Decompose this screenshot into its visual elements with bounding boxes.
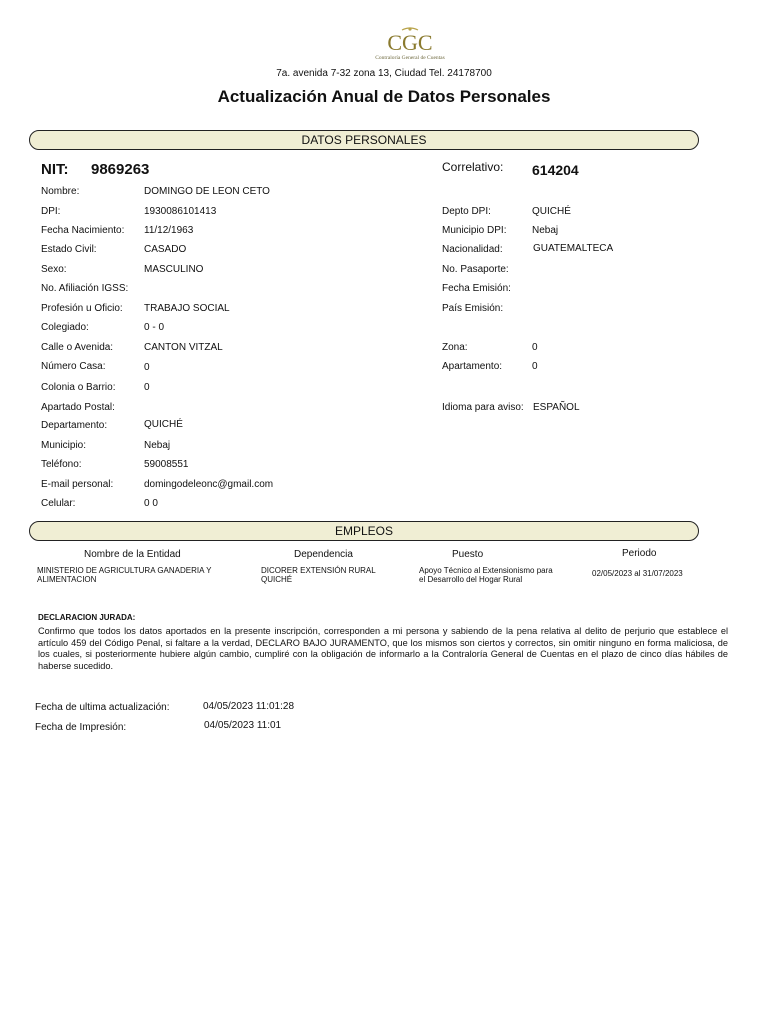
col-header-periodo: Periodo (622, 548, 657, 559)
section-datos-personales (29, 130, 699, 150)
cgc-logo (366, 26, 454, 66)
field-value: 0 0 (144, 498, 158, 509)
field-label: Depto DPI: (442, 206, 491, 217)
field-label: Nombre: (41, 186, 80, 197)
cell-entidad: MINISTERIO DE AGRICULTURA GANADERIA Y ALIMENTACION (37, 566, 212, 584)
section-title: DATOS PERSONALES (301, 133, 427, 147)
page-title: Actualización Anual de Datos Personales (217, 87, 551, 106)
field-label: Fecha Nacimiento: (41, 225, 125, 236)
field-label: Idioma para aviso: (442, 402, 524, 413)
field-label: Apartado Postal: (41, 402, 115, 413)
col-header-dependencia: Dependencia (294, 549, 353, 560)
section-empleos (29, 521, 699, 541)
field-label: Fecha Emisión: (442, 283, 511, 294)
field-value: 0 (144, 382, 150, 393)
logo-text: CGC (387, 30, 433, 55)
cell-dependencia: DICORER EXTENSIÓN RURAL QUICHÉ (261, 566, 376, 584)
field-value: ESPAÑOL (533, 402, 580, 413)
field-value: CASADO (144, 244, 187, 255)
field-label: Estado Civil: (41, 244, 97, 255)
correlativo-value: 614204 (532, 162, 579, 178)
field-label: Calle o Avenida: (41, 342, 114, 353)
field-value: QUICHÉ (532, 206, 571, 217)
field-label: Municipio: (41, 440, 87, 451)
field-label: Departamento: (41, 420, 108, 431)
field-value: CANTON VITZAL (144, 342, 223, 353)
section-title: EMPLEOS (334, 524, 394, 538)
col-header-entidad: Nombre de la Entidad (84, 549, 181, 560)
field-value: TRABAJO SOCIAL (144, 303, 230, 314)
cell-periodo: 02/05/2023 al 31/07/2023 (592, 569, 683, 578)
col-header-puesto: Puesto (452, 549, 484, 560)
field-label: Colegiado: (41, 322, 89, 333)
field-value: 1930086101413 (144, 206, 217, 217)
address: 7a. avenida 7-32 zona 13, Ciudad Tel. 24178700 (276, 68, 492, 79)
field-value: Nebaj (144, 440, 171, 451)
cell-puesto: Apoyo Técnico al Extensionismo para el Desarrollo del Hogar Rural (419, 566, 553, 584)
field-label: No. Afiliación IGSS: (41, 283, 129, 294)
field-value: 0 (532, 342, 538, 353)
field-value: 0 (144, 362, 150, 373)
field-label: Profesión u Oficio: (41, 303, 123, 314)
field-label: Número Casa: (41, 361, 106, 372)
field-label: Teléfono: (41, 459, 82, 470)
field-value: Nebaj (532, 225, 559, 236)
fecha-impresion-label: Fecha de Impresión: (35, 722, 127, 733)
field-value: 11/12/1963 (144, 225, 194, 236)
declaracion-text: Confirmo que todos los datos aportados en la presente inscripción, corresponden a mi persona y sabiendo de la pena relativa al delito de perjurio que establece el artículo 459 del Código Penal, si faltare a la verdad, DECLARO BAJO JURAMENTO, que los mismos son ciertos y correctos, sin omitir ninguno en forma maliciosa, de los cuales, si posteriormente hubiere algún cambio, cumpliré con la obligación de informarlo a la Contraloría General de Cuentas en el plazo de cinco días hábiles de haberse sucedido. (38, 626, 728, 671)
nit-value: 9869263 (91, 161, 150, 178)
field-label: Zona: (442, 342, 468, 353)
fecha-impresion-value: 04/05/2023 11:01 (204, 720, 282, 731)
field-value: 0 (532, 361, 538, 372)
field-value: QUICHÉ (144, 419, 183, 430)
field-label: Nacionalidad: (442, 244, 503, 255)
field-label: E-mail personal: (41, 479, 114, 490)
field-value: DOMINGO DE LEON CETO (144, 186, 270, 197)
field-label: Municipio DPI: (442, 225, 507, 236)
field-label: No. Pasaporte: (442, 264, 509, 275)
declaracion-title: DECLARACION JURADA: (38, 613, 136, 622)
nit-label: NIT: (41, 161, 69, 178)
ultima-actualizacion-label: Fecha de ultima actualización: (35, 702, 170, 713)
field-value: 59008551 (144, 459, 189, 470)
correlativo-label: Correlativo: (442, 160, 504, 174)
ultima-actualizacion-value: 04/05/2023 11:01:28 (203, 701, 295, 712)
field-value: GUATEMALTECA (533, 243, 614, 254)
field-value: domingodeleonc@gmail.com (144, 479, 274, 490)
field-label: Sexo: (41, 264, 67, 275)
logo-subtext: Contraloría General de Cuentas (375, 55, 445, 61)
field-label: Celular: (41, 498, 76, 509)
field-label: DPI: (41, 206, 61, 217)
field-label: País Emisión: (442, 303, 504, 314)
field-label: Apartamento: (442, 361, 503, 372)
field-value: MASCULINO (144, 264, 204, 275)
field-label: Colonia o Barrio: (41, 382, 116, 393)
field-value: 0 - 0 (144, 322, 165, 333)
